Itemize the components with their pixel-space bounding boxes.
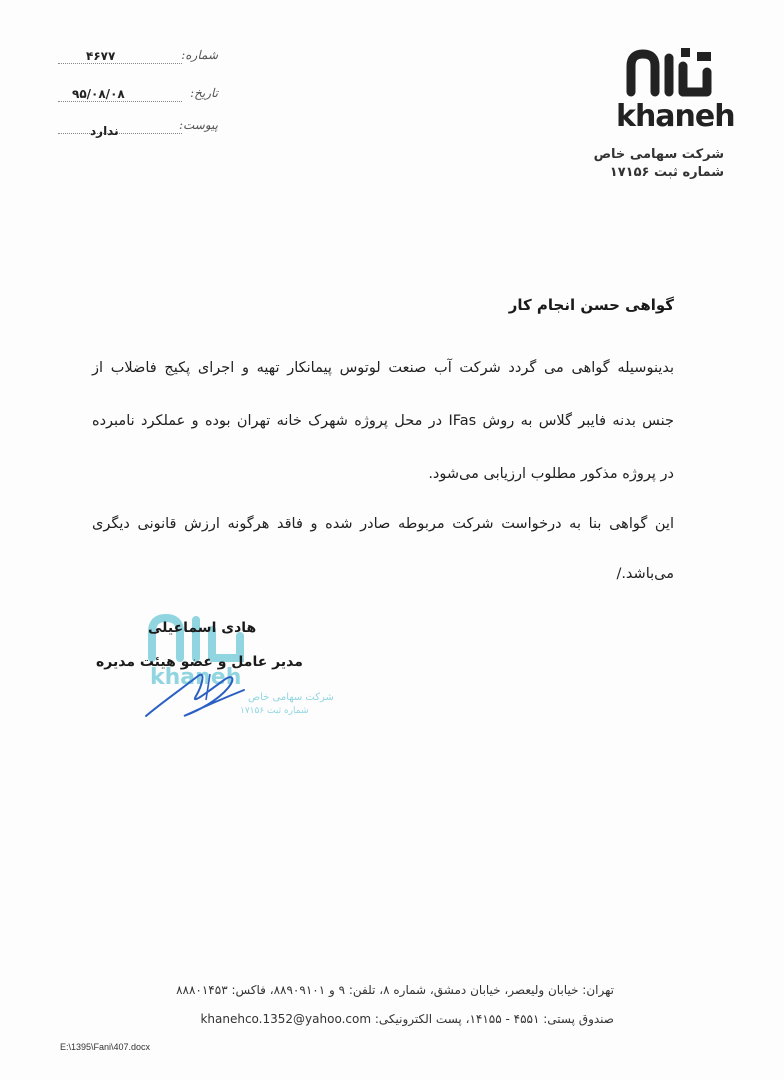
body-line-3: در پروژه مذکور مطلوب ارزیابی می‌شود.: [428, 466, 674, 482]
dotted-line: [58, 63, 182, 64]
footer-address: تهران: خیابان ولیعصر، خیابان دمشق، شماره ۸، تلفن: ۹ و ۸۸۹۰۹۱۰۱، فاکس: ۸۸۸۰۱۴۵۳: [176, 983, 614, 997]
stamp-line-2: شماره ثبت ۱۷۱۵۶: [240, 706, 309, 716]
number-label: شماره:: [181, 48, 218, 62]
signer-role: مدیر عامل و عضو هیئت مدیره: [96, 654, 303, 670]
dotted-line: [58, 101, 182, 102]
body-line-4: این گواهی بنا به درخواست شرکت مربوطه صادر شده و فاقد هرگونه ارزش قانونی دیگری: [92, 516, 674, 532]
date-value: ۹۵/۰۸/۰۸: [72, 87, 125, 101]
letter-date-field: [58, 86, 218, 106]
footer-contact: صندوق پستی: ۴۵۵۱ - ۱۴۱۵۵، پست الکترونیکی: khanehco.1352@yahoo.com: [200, 1012, 614, 1026]
date-label: تاریخ:: [190, 86, 218, 100]
attachment-value: ندارد: [90, 124, 119, 138]
handwritten-signature-icon: [140, 660, 250, 724]
dotted-line: [58, 133, 182, 134]
company-logo: [616, 44, 735, 134]
khaneh-logo-icon: [623, 44, 719, 100]
letter-attachment-field: [58, 118, 218, 138]
body-line-5: می‌باشد./: [616, 566, 674, 582]
file-path: E:\1395\Fani\407.docx: [60, 1042, 151, 1052]
company-type: شرکت سهامی خاص: [593, 147, 724, 162]
body-line-2: جنس بدنه فایبر گلاس به روش IFas در محل پروژه شهرک خانه تهران بوده و عملکرد نامبرده: [92, 413, 675, 429]
number-value: ۴۶۷۷: [86, 49, 116, 63]
body-line-1: بدینوسیله گواهی می گردد شرکت آب صنعت لوتوس پیمانکار تهیه و اجرای پکیج فاضلاب از: [92, 360, 674, 376]
logo-wordmark: khaneh: [616, 99, 735, 134]
svg-text:khaneh: khaneh: [150, 665, 242, 690]
attachment-label: پیوست:: [178, 118, 218, 132]
company-info: [594, 146, 724, 182]
signer-name: هادی اسماعیلی: [148, 620, 257, 636]
company-registration: شماره ثبت ۱۷۱۵۶: [609, 165, 724, 180]
letter-title: گواهی حسن انجام کار: [508, 296, 674, 314]
letter-number-field: [58, 48, 218, 68]
stamp-line-1: شرکت سهامی خاص: [248, 692, 334, 703]
